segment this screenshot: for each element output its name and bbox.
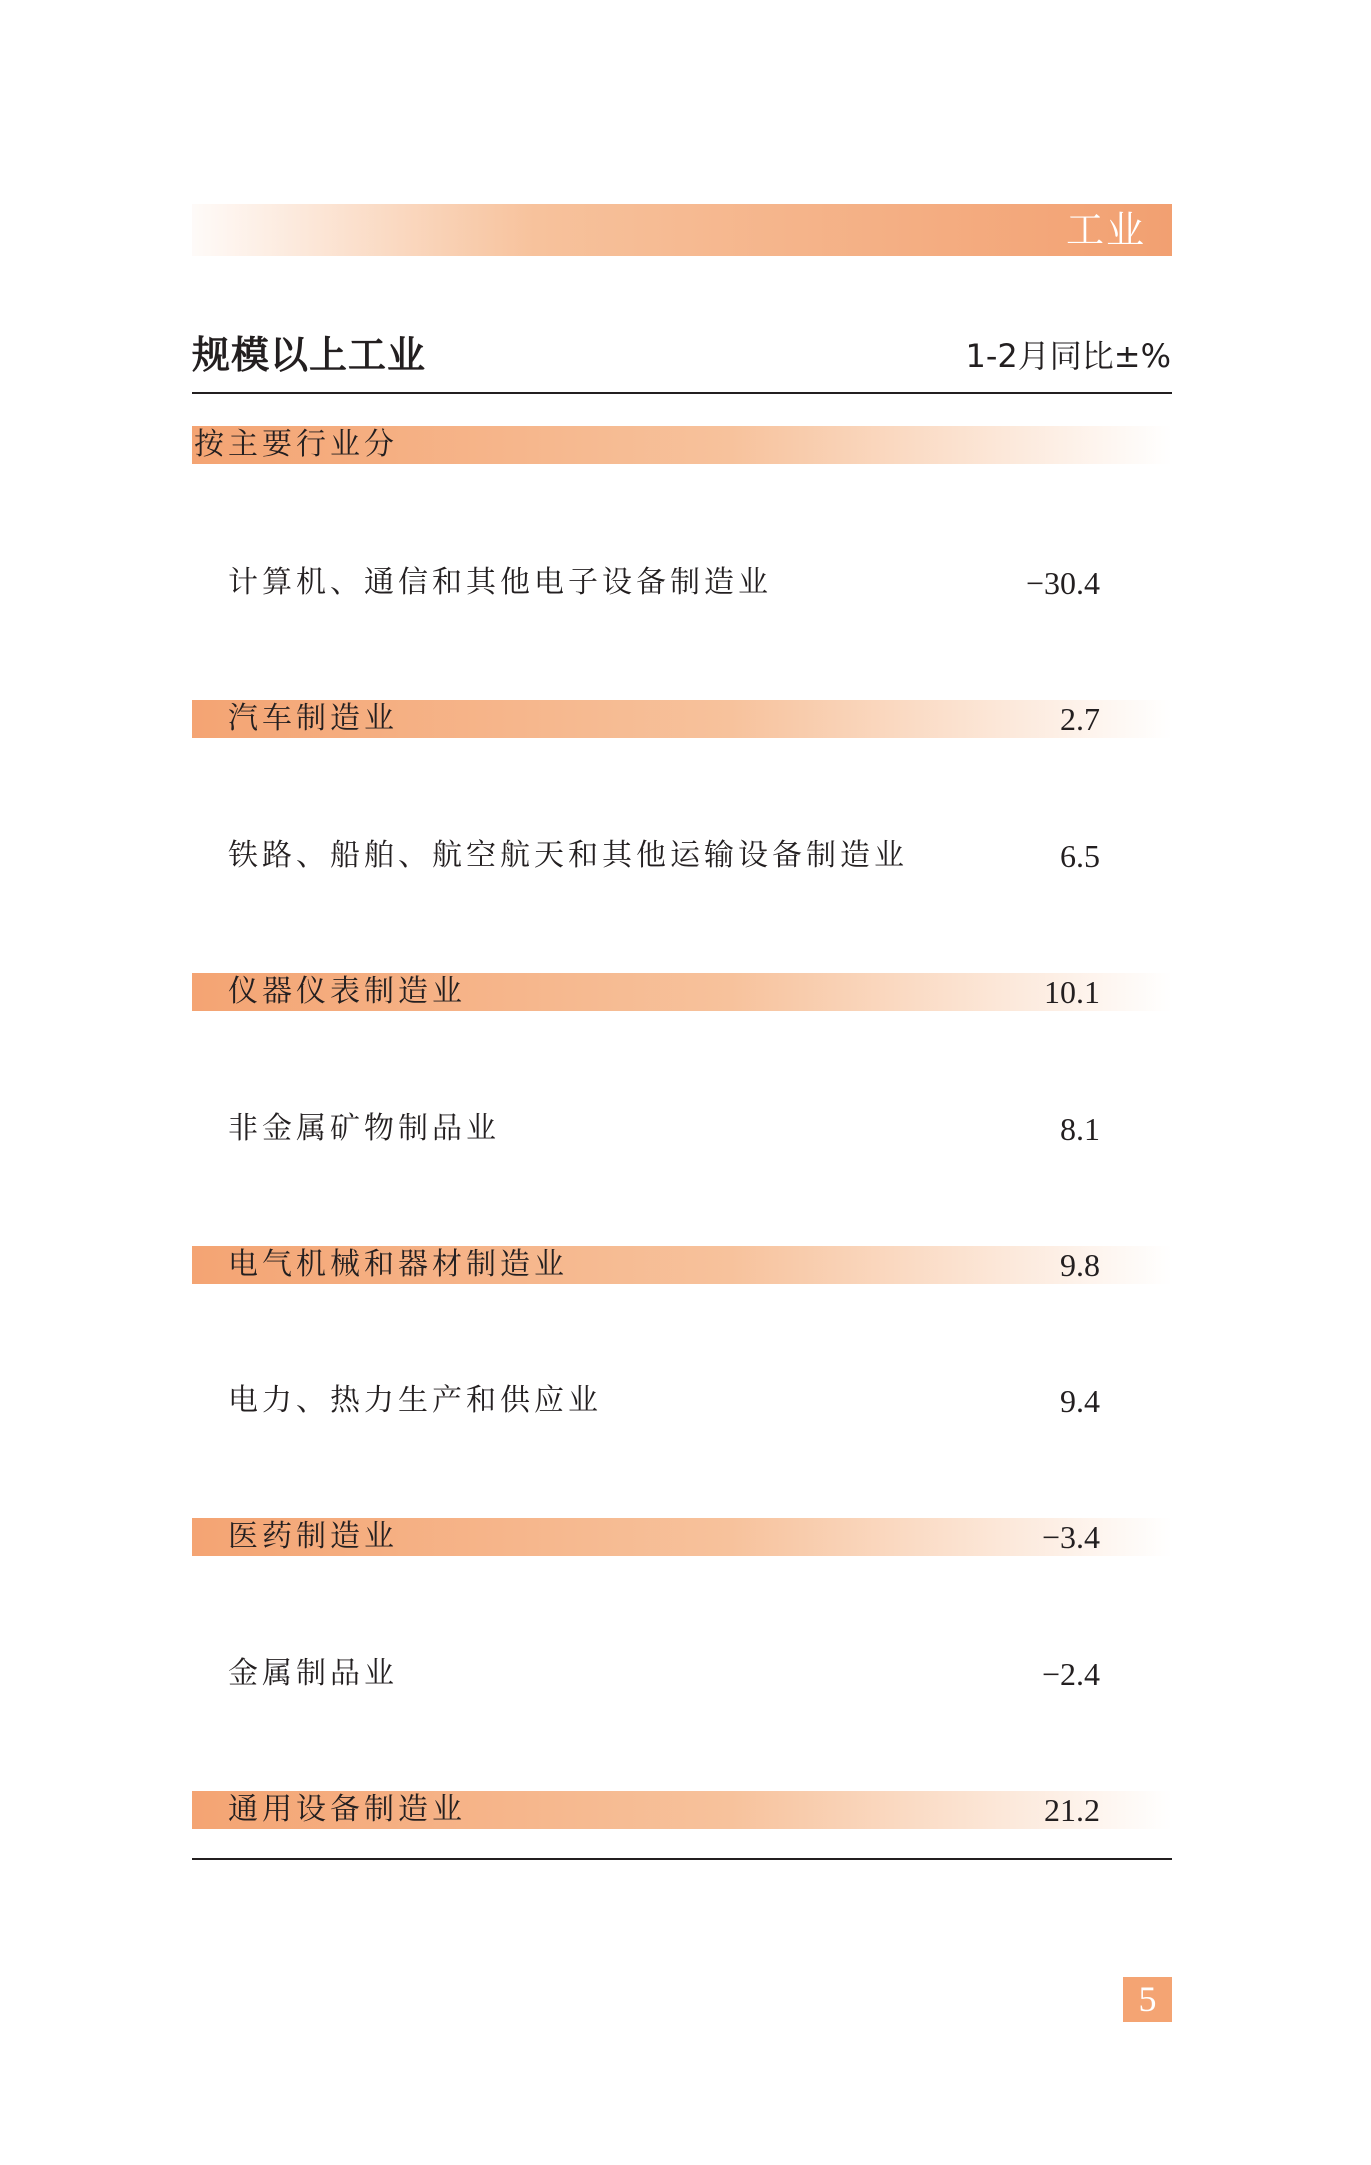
industry-label: 电气机械和器材制造业 <box>228 1247 568 1282</box>
table-row <box>192 700 1172 738</box>
table-bottom-rule <box>192 1858 1172 1860</box>
page-title: 规模以上工业 <box>192 333 427 377</box>
industry-label: 金属制品业 <box>228 1656 398 1691</box>
table-row <box>192 1791 1172 1829</box>
industry-label: 电力、热力生产和供应业 <box>228 1383 602 1418</box>
section-banner <box>192 204 1172 256</box>
table-top-rule <box>192 392 1172 394</box>
growth-value: 2.7 <box>1060 701 1100 737</box>
growth-value: −2.4 <box>1041 1656 1100 1692</box>
industry-label: 医药制造业 <box>228 1519 398 1554</box>
table-row <box>192 1246 1172 1284</box>
table-row <box>192 1110 1172 1148</box>
growth-value: 10.1 <box>1044 974 1100 1010</box>
growth-value: 6.5 <box>1060 838 1100 874</box>
growth-value: 21.2 <box>1044 1792 1100 1828</box>
group-label <box>192 426 1172 464</box>
industry-label: 计算机、通信和其他电子设备制造业 <box>228 565 772 600</box>
table-row <box>192 837 1172 875</box>
column-header: 1-2月同比±% <box>965 337 1171 375</box>
industry-label: 铁路、船舶、航空航天和其他运输设备制造业 <box>228 838 908 873</box>
industry-label: 非金属矿物制品业 <box>228 1111 500 1146</box>
table-row <box>192 973 1172 1011</box>
growth-value: −30.4 <box>1025 565 1100 601</box>
industry-label: 通用设备制造业 <box>228 1792 466 1827</box>
page-number: 5 <box>1123 1977 1172 2022</box>
growth-value: 9.4 <box>1060 1383 1100 1419</box>
table-row <box>192 1382 1172 1420</box>
growth-value: −3.4 <box>1041 1519 1100 1555</box>
growth-value: 8.1 <box>1060 1111 1100 1147</box>
table-row <box>192 1518 1172 1556</box>
group-label-text: 按主要行业分 <box>194 427 398 462</box>
industry-label: 仪器仪表制造业 <box>228 974 466 1009</box>
table-row <box>192 564 1172 602</box>
growth-value: 9.8 <box>1060 1247 1100 1283</box>
section-title: 工业 <box>1065 208 1146 252</box>
industry-label: 汽车制造业 <box>228 701 398 736</box>
table-row <box>192 1655 1172 1693</box>
